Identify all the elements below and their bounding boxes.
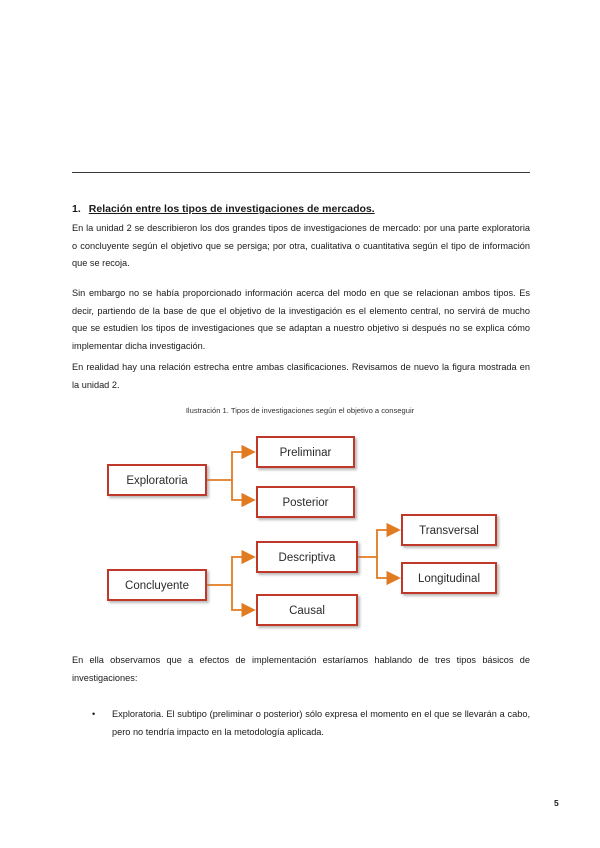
diagram-connectors	[206, 452, 399, 610]
box-descriptiva-label: Descriptiva	[278, 552, 336, 564]
box-descriptiva	[257, 542, 357, 572]
box-preliminar	[257, 437, 354, 467]
connector-concluyente-causal	[232, 585, 254, 610]
paragraph-relation: Sin embargo no se había proporcionado información acerca del modo en que se relacionan ambos tipos. Es decir, partiendo de la base de que el objetivo de la investigación es el elemento central, no servirá de mucho que se estudien los tipos de investigaciones que se adaptan a nuestro objetivo si después no se explica cómo implementar dicha investigación.	[72, 288, 530, 351]
box-transversal	[402, 515, 496, 545]
box-preliminar-label: Preliminar	[279, 447, 332, 459]
connector-exploratoria-preliminar	[206, 452, 254, 480]
paragraph-figure-ref: En realidad hay una relación estrecha entre ambas clasificaciones. Revisamos de nuevo la figura mostrada en la unidad 2.	[72, 362, 530, 390]
box-exploratoria-label: Exploratoria	[126, 475, 188, 487]
box-exploratoria	[108, 465, 206, 495]
list-item	[92, 706, 530, 741]
research-types-diagram	[96, 425, 516, 640]
list-item-text: Exploratoria. El subtipo (preliminar o posterior) sólo expresa el momento en el que se llevarán a cabo, pero no tendría impacto en la metodología aplicada.	[112, 709, 530, 737]
paragraph-types-intro: En ella observamos que a efectos de implementación estaríamos hablando de tres tipos básicos de investigaciones:	[72, 655, 530, 683]
connector-descriptiva-longitudinal	[377, 557, 399, 578]
connector-descriptiva-transversal	[357, 530, 399, 557]
section-title: Relación entre los tipos de investigaciones de mercados.	[88, 203, 375, 215]
box-posterior	[257, 487, 354, 517]
figure-caption: Ilustración 1. Tipos de investigaciones según el objetivo a conseguir	[185, 406, 415, 415]
header-rule	[72, 172, 530, 173]
box-causal	[257, 595, 357, 625]
box-concluyente-label: Concluyente	[125, 580, 189, 592]
page-number: 5	[554, 798, 559, 808]
section-heading	[72, 203, 532, 215]
box-posterior-label: Posterior	[282, 497, 329, 509]
box-transversal-label: Transversal	[419, 525, 479, 537]
connector-exploratoria-posterior	[232, 480, 254, 500]
section-number: 1.	[72, 203, 81, 215]
types-list	[92, 706, 530, 741]
box-longitudinal	[402, 563, 496, 593]
box-concluyente	[108, 570, 206, 600]
paragraph-intro: En la unidad 2 se describieron los dos grandes tipos de investigaciones de mercado: por una parte exploratoria o concluyente según el objetivo que se persiga; por otra, cualitativa o cuantitativa según el tipo de información que se recoja.	[72, 223, 530, 268]
connector-concluyente-descriptiva	[206, 557, 254, 585]
box-longitudinal-label: Longitudinal	[417, 573, 481, 585]
box-causal-label: Causal	[289, 605, 325, 617]
bullet-icon: •	[92, 709, 96, 719]
